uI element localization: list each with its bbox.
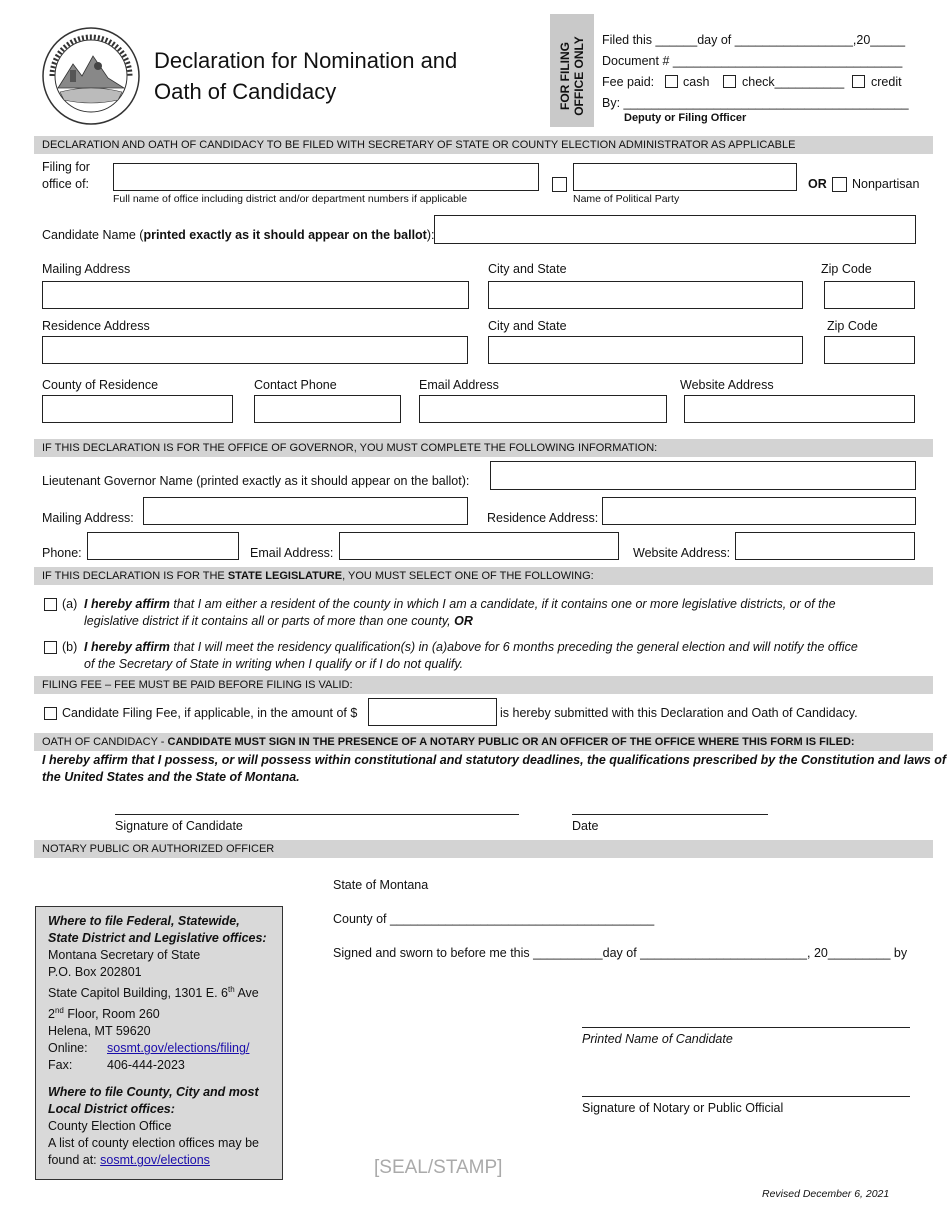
montana-state-seal [38, 26, 144, 126]
credit-label: credit [871, 75, 902, 89]
where-to-file-box [35, 906, 283, 1180]
option-a-text-line2: legislative district if it contains all or parts of more than one county, OR [84, 614, 473, 628]
filing-fee-amount-input[interactable] [368, 698, 497, 726]
filing-for-label-1: Filing for [42, 160, 90, 174]
deputy-label: Deputy or Filing Officer [624, 112, 747, 124]
oath-bar: OATH OF CANDIDACY - CANDIDATE MUST SIGN IN THE PRESENCE OF A NOTARY PUBLIC OR AN OFFICER OF THE OFFICE WHERE THIS FORM IS FILED: [34, 733, 933, 751]
candidate-name-label: Candidate Name (printed exactly as it should appear on the ballot): [42, 228, 435, 242]
filing-office-tab-line1: FOR FILING [558, 42, 572, 110]
office-name-input[interactable] [113, 163, 539, 191]
option-a-marker: (a) [62, 597, 78, 611]
printed-name-line[interactable] [582, 1027, 910, 1028]
contact-phone-input[interactable] [254, 395, 401, 423]
legislature-bar: IF THIS DECLARATION IS FOR THE STATE LEGISLATURE, YOU MUST SELECT ONE OF THE FOLLOWING: [34, 567, 933, 585]
lt-mailing-input[interactable] [143, 497, 468, 525]
notary-signature-label: Signature of Notary or Public Official [582, 1101, 784, 1115]
where-line-5: Helena, MT 59620 [48, 1024, 151, 1039]
form-title-line2: Oath of Candidacy [154, 79, 337, 104]
where-line-6: County Election Office [48, 1119, 172, 1134]
lt-email-label: Email Address: [250, 546, 334, 560]
candidate-signature-line[interactable] [115, 814, 519, 815]
residence-city-state-input[interactable] [488, 336, 803, 364]
office-name-hint: Full name of office including district and/or department numbers if applicable [113, 193, 468, 205]
county-of-line: County of ______________________________________ [333, 912, 655, 926]
oath-text-line2: the United States and the State of Montana. [42, 770, 300, 784]
where-line-2: P.O. Box 202801 [48, 965, 142, 979]
elections-link[interactable]: sosmt.gov/elections [100, 1153, 210, 1168]
website-input[interactable] [684, 395, 915, 423]
where-line-7: A list of county election offices may be [48, 1136, 259, 1151]
website-label: Website Address [680, 378, 774, 392]
county-input[interactable] [42, 395, 233, 423]
filing-office-tab [550, 14, 594, 127]
state-of-montana: State of Montana [333, 878, 429, 892]
where-heading-2a: Where to file County, City and most [48, 1085, 259, 1100]
contact-phone-label: Contact Phone [254, 378, 337, 392]
fee-paid-label: Fee paid: [602, 75, 655, 89]
notary-signature-line[interactable] [582, 1096, 910, 1097]
cash-checkbox[interactable] [665, 75, 678, 88]
email-input[interactable] [419, 395, 667, 423]
where-heading-2b: Local District offices: [48, 1102, 175, 1117]
county-label: County of Residence [42, 378, 159, 392]
filing-fee-text-pre: Candidate Filing Fee, if applicable, in the amount of $ [62, 706, 358, 720]
option-a-checkbox[interactable] [44, 598, 57, 611]
where-heading-1a: Where to file Federal, Statewide, [48, 914, 240, 928]
date-line[interactable] [572, 814, 768, 815]
option-b-text-line2: of the Secretary of State in writing when I qualify or if I do not qualify. [84, 657, 464, 671]
lt-governor-name-label: Lieutenant Governor Name (printed exactly as it should appear on the ballot): [42, 474, 470, 488]
city-state-label-2: City and State [488, 319, 567, 333]
residence-zip-input[interactable] [824, 336, 915, 364]
where-fax-row: Fax: 406-444-2023 [48, 1058, 185, 1073]
lt-website-input[interactable] [735, 532, 915, 560]
by-line: By: _________________________________________ [602, 96, 909, 110]
where-line-3: State Capitol Building, 1301 E. 6th Ave [48, 985, 259, 1001]
political-party-input[interactable] [573, 163, 797, 191]
declaration-bar: DECLARATION AND OATH OF CANDIDACY TO BE FILED WITH SECRETARY OF STATE OR COUNTY ELECTION ADMINISTRATOR AS APPLICABLE [34, 136, 933, 154]
mailing-address-input[interactable] [42, 281, 469, 309]
cash-label: cash [683, 75, 710, 89]
option-b-text-line1: I hereby affirm that I will meet the residency qualification(s) in (a)above for 6 months preceding the general election and will notify the office [84, 640, 858, 654]
signed-sworn-line: Signed and sworn to before me this __________day of ________________________, 20_________ by [333, 946, 908, 960]
option-b-marker: (b) [62, 640, 78, 654]
filed-this-line: Filed this ______day of _________________,20_____ [602, 33, 906, 47]
candidate-name-input[interactable] [434, 215, 916, 244]
mailing-zip-input[interactable] [824, 281, 915, 309]
date-label: Date [572, 819, 599, 833]
mailing-address-label: Mailing Address [42, 262, 131, 276]
email-label: Email Address [419, 378, 499, 392]
filing-link[interactable]: sosmt.gov/elections/filing/ [107, 1041, 250, 1056]
mailing-city-state-input[interactable] [488, 281, 803, 309]
option-a-text-line1: I hereby affirm that I am either a resident of the county in which I am a candidate, if it contains one or more legislative districts, or of the [84, 597, 836, 611]
revised-date: Revised December 6, 2021 [762, 1188, 890, 1200]
oath-text-line1: I hereby affirm that I possess, or will possess within constitutional and statutory deadlines, the qualifications prescribed by the Constitution and laws of [42, 753, 947, 767]
residence-address-label: Residence Address [42, 319, 150, 333]
nonpartisan-checkbox[interactable] [832, 177, 847, 192]
notary-bar: NOTARY PUBLIC OR AUTHORIZED OFFICER [34, 840, 933, 858]
lt-governor-name-input[interactable] [490, 461, 916, 490]
lt-email-input[interactable] [339, 532, 619, 560]
filing-fee-bar: FILING FEE – FEE MUST BE PAID BEFORE FILING IS VALID: [34, 676, 933, 694]
candidate-signature-label: Signature of Candidate [115, 819, 243, 833]
where-line-1: Montana Secretary of State [48, 948, 201, 962]
document-number-line: Document # _________________________________ [602, 54, 903, 68]
credit-checkbox[interactable] [852, 75, 865, 88]
lt-phone-label: Phone: [42, 546, 82, 560]
where-line-4: 2nd Floor, Room 260 [48, 1006, 160, 1022]
party-hint: Name of Political Party [573, 193, 680, 205]
nonpartisan-label: Nonpartisan [852, 177, 920, 191]
where-online-row: Online: sosmt.gov/elections/filing/ [48, 1041, 250, 1056]
where-line-8: found at: sosmt.gov/elections [48, 1153, 210, 1168]
check-label: check__________ [742, 75, 845, 89]
printed-name-label: Printed Name of Candidate [582, 1032, 733, 1046]
governor-bar: IF THIS DECLARATION IS FOR THE OFFICE OF GOVERNOR, YOU MUST COMPLETE THE FOLLOWING INFORMATION: [34, 439, 933, 457]
filing-fee-checkbox[interactable] [44, 707, 57, 720]
zip-label-1: Zip Code [821, 262, 872, 276]
residence-address-input[interactable] [42, 336, 468, 364]
where-heading-1b: State District and Legislative offices: [48, 931, 267, 945]
lt-residence-label: Residence Address: [487, 511, 599, 525]
lt-residence-input[interactable] [602, 497, 916, 525]
option-b-checkbox[interactable] [44, 641, 57, 654]
lt-mailing-label: Mailing Address: [42, 511, 134, 525]
filing-fee-text-post: is hereby submitted with this Declaration and Oath of Candidacy. [500, 706, 858, 720]
lt-phone-input[interactable] [87, 532, 239, 560]
or-label: OR [808, 177, 827, 191]
city-state-label-1: City and State [488, 262, 567, 276]
lt-website-label: Website Address: [633, 546, 731, 560]
party-checkbox[interactable] [552, 177, 567, 192]
check-checkbox[interactable] [723, 75, 736, 88]
form-title-line1: Declaration for Nomination and [154, 48, 458, 73]
seal-stamp-placeholder: [SEAL/STAMP] [374, 1157, 503, 1178]
filing-office-tab-line2: OFFICE ONLY [572, 36, 586, 116]
filing-for-label-2: office of: [42, 177, 90, 191]
zip-label-2: Zip Code [827, 319, 878, 333]
